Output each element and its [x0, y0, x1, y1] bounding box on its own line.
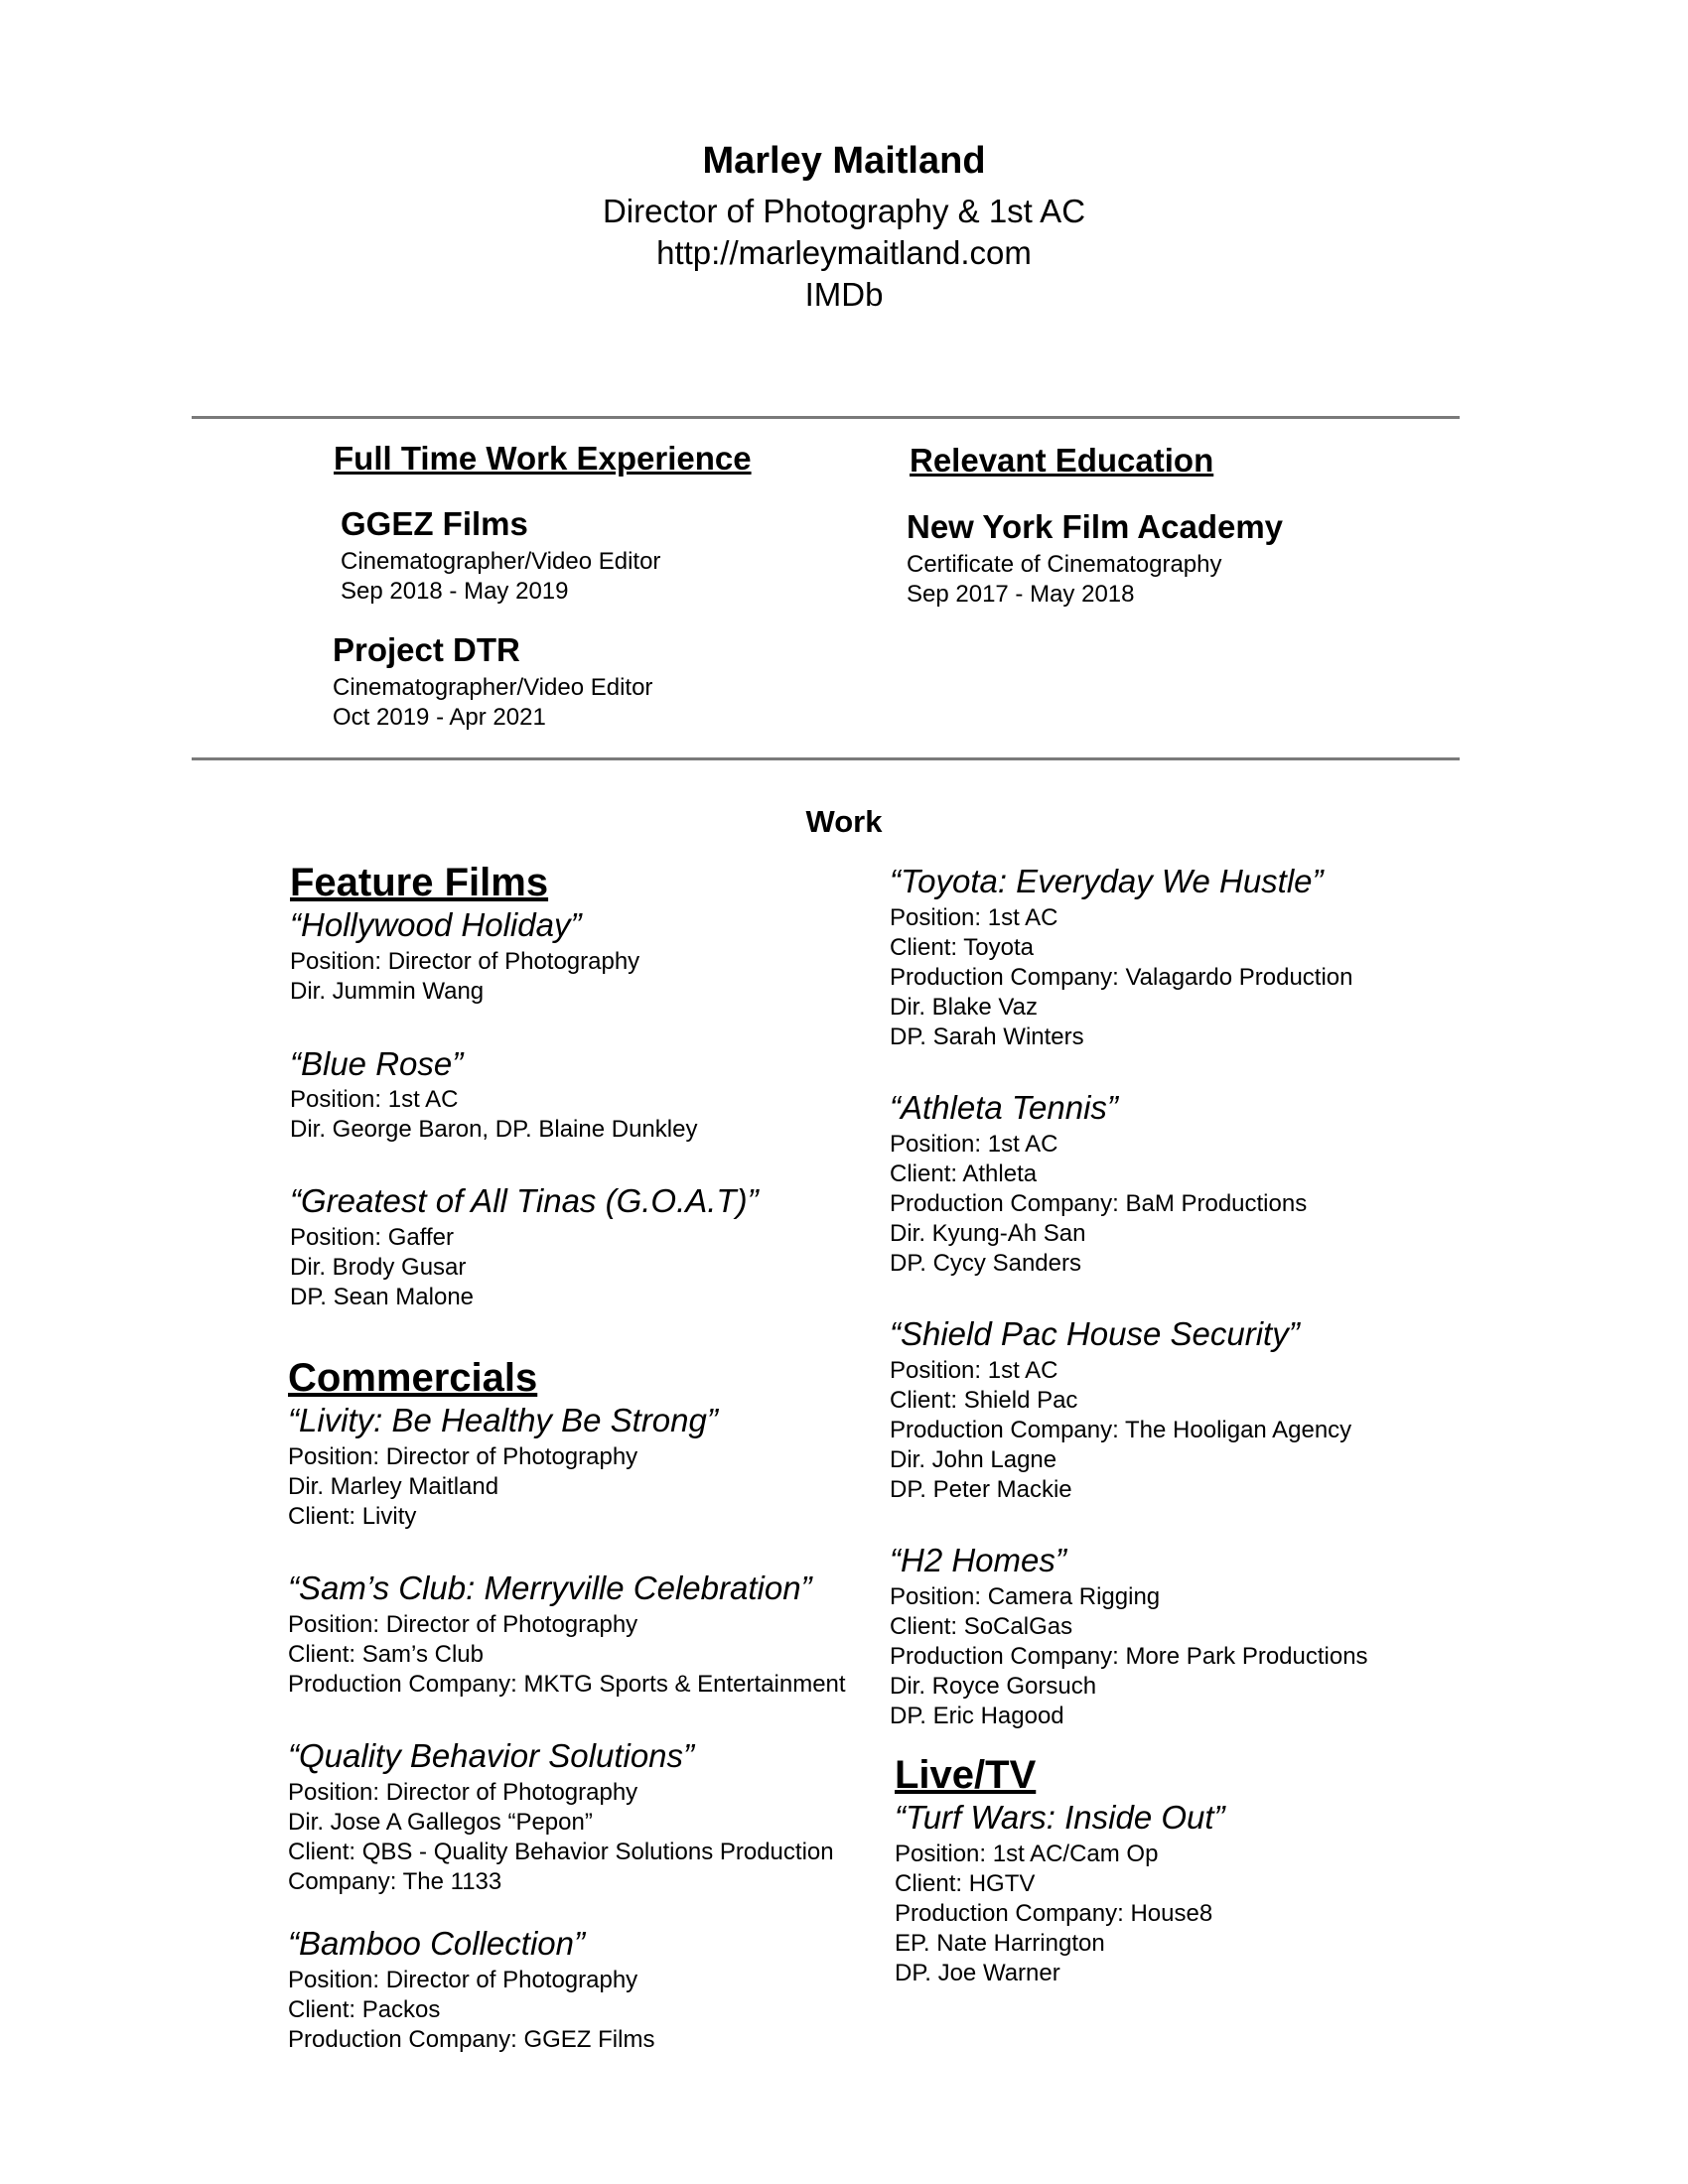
entry-title: “Turf Wars: Inside Out”: [895, 1799, 1225, 1836]
entry-line: Position: 1st AC: [890, 1131, 1058, 1158]
entry-title: “Quality Behavior Solutions”: [288, 1737, 695, 1774]
entry-line: Production Company: MKTG Sports & Entertainment: [288, 1671, 846, 1698]
entry-line: Client: Packos: [288, 1996, 441, 2023]
entry-line: Position: Director of Photography: [288, 1611, 638, 1638]
entry-line: Production Company: More Park Productions: [890, 1643, 1368, 1670]
entry-line: Production Company: Valagardo Production: [890, 964, 1353, 991]
entry-line: Position: 1st AC/Cam Op: [895, 1841, 1159, 1867]
entry-line: Position: Gaffer: [290, 1224, 454, 1251]
job-role: Cinematographer/Video Editor: [341, 548, 661, 575]
entry-line: Dir. Jummin Wang: [290, 978, 485, 1005]
feature-films-heading: Feature Films: [290, 861, 549, 904]
commercials-heading: Commercials: [288, 1356, 538, 1400]
entry-line: Dir. John Lagne: [890, 1446, 1057, 1473]
live-tv-heading: Live/TV: [895, 1753, 1037, 1797]
entry-line: Production Company: GGEZ Films: [288, 2026, 655, 2053]
entry-line: Production Company: The Hooligan Agency: [890, 1417, 1352, 1443]
entry-title: “H2 Homes”: [890, 1542, 1066, 1578]
entry-line: Company: The 1133: [288, 1868, 502, 1895]
resume-title: Director of Photography & 1st AC: [602, 193, 1086, 229]
job-org: Project DTR: [333, 631, 520, 668]
entry-title: “Shield Pac House Security”: [890, 1315, 1300, 1352]
website-link[interactable]: http://marleymaitland.com: [656, 234, 1032, 271]
education-dates: Sep 2017 - May 2018: [907, 581, 1135, 608]
entry-title: “Livity: Be Healthy Be Strong”: [288, 1402, 718, 1438]
entry-line: Dir. Brody Gusar: [290, 1254, 467, 1281]
entry-line: Position: Camera Rigging: [890, 1583, 1161, 1610]
resume-name: Marley Maitland: [702, 140, 986, 182]
entry-line: Dir. Jose A Gallegos “Pepon”: [288, 1809, 593, 1836]
experience-heading: Full Time Work Experience: [334, 440, 752, 477]
education-school: New York Film Academy: [907, 508, 1284, 545]
entry-line: EP. Nate Harrington: [895, 1930, 1105, 1957]
entry-line: Position: Director of Photography: [288, 1779, 638, 1806]
entry-line: Client: HGTV: [895, 1870, 1036, 1897]
entry-line: Production Company: House8: [895, 1900, 1213, 1927]
job-role: Cinematographer/Video Editor: [333, 674, 653, 701]
work-heading: Work: [805, 804, 883, 839]
entry-line: DP. Cycy Sanders: [890, 1250, 1081, 1277]
entry-title: “Athleta Tennis”: [890, 1089, 1118, 1126]
entry-line: Dir. Kyung-Ah San: [890, 1220, 1086, 1247]
top-divider: [192, 416, 1460, 419]
entry-line: Position: Director of Photography: [288, 1443, 638, 1470]
entry-line: DP. Sean Malone: [290, 1284, 475, 1310]
job-org: GGEZ Films: [341, 505, 528, 542]
imdb-link[interactable]: IMDb: [804, 276, 884, 313]
entry-line: Client: QBS - Quality Behavior Solutions Production: [288, 1839, 834, 1865]
entry-line: Client: SoCalGas: [890, 1613, 1073, 1640]
entry-line: Position: Director of Photography: [288, 1967, 638, 1993]
entry-line: Client: Sam’s Club: [288, 1641, 484, 1668]
entry-line: Dir. Royce Gorsuch: [890, 1673, 1097, 1700]
entry-line: Client: Shield Pac: [890, 1387, 1078, 1414]
entry-line: Dir. George Baron, DP. Blaine Dunkley: [290, 1116, 698, 1143]
entry-line: DP. Sarah Winters: [890, 1024, 1084, 1050]
entry-line: Client: Toyota: [890, 934, 1034, 961]
entry-line: DP. Eric Hagood: [890, 1703, 1064, 1729]
middle-divider: [192, 757, 1460, 760]
entry-title: “Greatest of All Tinas (G.O.A.T)”: [290, 1182, 759, 1219]
entry-line: Client: Livity: [288, 1503, 417, 1530]
education-degree: Certificate of Cinematography: [907, 551, 1222, 578]
entry-line: Position: Director of Photography: [290, 948, 640, 975]
entry-line: Position: 1st AC: [290, 1086, 459, 1113]
job-dates: Oct 2019 - Apr 2021: [333, 704, 546, 731]
entry-title: “Sam’s Club: Merryville Celebration”: [288, 1570, 812, 1606]
entry-line: DP. Joe Warner: [895, 1960, 1060, 1986]
entry-line: Client: Athleta: [890, 1160, 1038, 1187]
entry-line: DP. Peter Mackie: [890, 1476, 1072, 1503]
entry-title: “Toyota: Everyday We Hustle”: [890, 863, 1324, 899]
entry-line: Position: 1st AC: [890, 1357, 1058, 1384]
entry-line: Dir. Blake Vaz: [890, 994, 1038, 1021]
entry-line: Position: 1st AC: [890, 904, 1058, 931]
entry-title: “Blue Rose”: [290, 1045, 464, 1082]
entry-line: Dir. Marley Maitland: [288, 1473, 499, 1500]
education-heading: Relevant Education: [910, 442, 1214, 478]
entry-title: “Hollywood Holiday”: [290, 906, 582, 943]
job-dates: Sep 2018 - May 2019: [341, 578, 569, 605]
entry-title: “Bamboo Collection”: [288, 1925, 585, 1962]
entry-line: Production Company: BaM Productions: [890, 1190, 1308, 1217]
